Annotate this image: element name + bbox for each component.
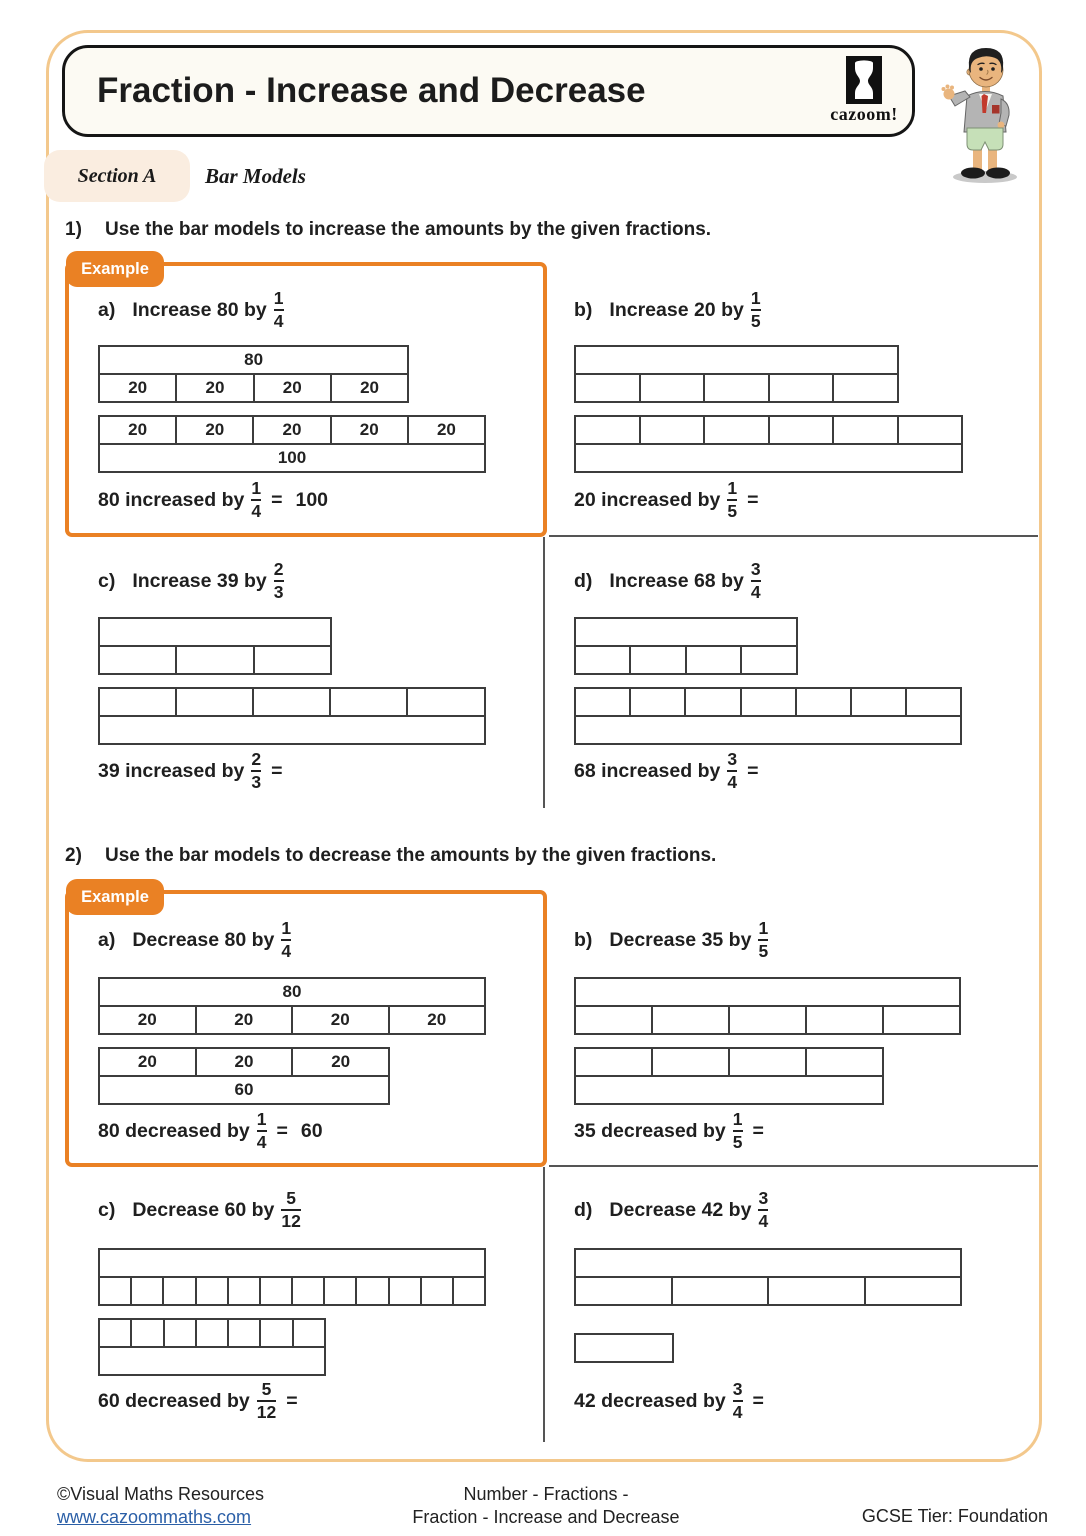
bar-model-cell: [195, 1320, 227, 1346]
bar-model-cells-row: [576, 1005, 959, 1033]
result-line: [98, 1108, 323, 1154]
fraction-denominator: 4: [758, 1210, 769, 1231]
bar-model-cell: [629, 689, 684, 715]
bar-model-cells-row: [576, 1335, 672, 1361]
bar-model-cells-row: [100, 689, 484, 715]
result-line: [98, 748, 295, 794]
bar-model: [574, 1333, 674, 1363]
result-prefix: 42 decreased by: [574, 1389, 726, 1412]
fraction-numerator: 1: [758, 917, 769, 938]
bar-model-cells-row: [576, 645, 796, 673]
bar-model: [98, 1047, 390, 1105]
bar-model: [574, 345, 899, 403]
bar-model: [98, 1248, 486, 1306]
fraction-denominator: 5: [758, 940, 769, 961]
section-label-chip: [44, 150, 190, 202]
bar-model-cell: [452, 1278, 484, 1304]
bar-model-cell: [832, 417, 897, 443]
fraction: [750, 558, 761, 602]
bar-model-whole: 80: [282, 982, 302, 1001]
bar-model-whole: [576, 715, 960, 743]
result-prefix: 80 decreased by: [98, 1119, 250, 1142]
fraction: [251, 477, 262, 521]
result-line: [574, 1108, 777, 1154]
fraction-denominator: 4: [256, 1131, 267, 1152]
question-2-number: 2): [65, 845, 82, 866]
bar-model-cell: [388, 1278, 420, 1304]
result-line: [98, 477, 328, 523]
result-prefix: 68 increased by: [574, 759, 721, 782]
bar-model-cell: [100, 647, 175, 673]
bar-model-cell: [882, 1007, 959, 1033]
bar-model-cell: 20: [195, 1049, 292, 1075]
bar-model-whole: [576, 619, 796, 645]
problem-letter: b): [574, 928, 593, 951]
bar-model-cell: [576, 1278, 671, 1304]
fraction: [727, 748, 738, 792]
bar-model-cell: [768, 375, 833, 401]
result-line: [574, 477, 771, 523]
bar-model-cell: [576, 1007, 651, 1033]
fraction: [281, 917, 292, 961]
bar-model-cells-row: [576, 689, 960, 715]
fraction-denominator: 4: [750, 581, 761, 602]
fraction-numerator: 3: [758, 1187, 769, 1208]
bar-model-cells-row: [576, 373, 897, 401]
bar-model-cell: 20: [128, 378, 148, 397]
equals-sign: =: [747, 759, 759, 782]
bar-model-cell: [740, 647, 795, 673]
bar-model-cell: 20: [175, 375, 252, 401]
problem-header: [98, 1187, 308, 1233]
fraction-denominator: 5: [727, 500, 738, 521]
problem-letter: a): [98, 298, 116, 321]
title-box: [62, 45, 915, 137]
fraction-denominator: 4: [273, 310, 284, 331]
question-1-prompt-row: [65, 219, 965, 241]
bar-model-cell: [850, 689, 905, 715]
bar-model-cell: [253, 647, 330, 673]
fraction-numerator: 3: [750, 558, 761, 579]
bar-model-cell: [329, 689, 406, 715]
result-line: [98, 1378, 311, 1424]
bar-model-cells-row: [576, 1276, 960, 1304]
fraction-denominator: 3: [273, 581, 284, 602]
mascot-illustration: [933, 44, 1033, 186]
bar-model-cell: [576, 647, 629, 673]
fraction: [758, 1187, 769, 1231]
bar-model-cell: [100, 689, 175, 715]
bar-model-cell: 20: [128, 420, 148, 439]
bar-model-cell: [130, 1320, 162, 1346]
fraction-numerator: 1: [750, 287, 761, 308]
bar-model-cell: [864, 1278, 961, 1304]
fraction: [273, 558, 284, 602]
footer-copyright: ©Visual Maths Resources: [57, 1484, 265, 1504]
bar-model-cell: [162, 1278, 194, 1304]
fraction-denominator: 4: [251, 500, 262, 521]
problem-letter: c): [98, 569, 116, 592]
footer-topic-line2: Fraction - Increase and Decrease: [412, 1507, 680, 1527]
bar-model-cell: [195, 1278, 227, 1304]
equals-sign: =: [286, 1389, 298, 1412]
bar-model-whole: 60: [100, 1075, 388, 1103]
problem-header: [574, 558, 768, 604]
fraction: [251, 748, 262, 792]
bar-model-cells-row: [100, 1276, 484, 1304]
bar-model-cell: [768, 417, 833, 443]
bar-model-cell: [100, 1320, 130, 1346]
bar-model-cell: [685, 647, 740, 673]
fraction-denominator: 5: [732, 1131, 743, 1152]
fraction-numerator: 1: [256, 1108, 267, 1129]
problem-header: [574, 1187, 775, 1233]
fraction: [758, 917, 769, 961]
bar-model-whole: [100, 619, 330, 645]
result-line: [574, 748, 771, 794]
bar-model-cell: [576, 689, 629, 715]
bar-model-cell: 20: [330, 375, 407, 401]
bar-model-cell: [227, 1278, 259, 1304]
footer-website-link[interactable]: www.cazoommaths.com: [57, 1507, 252, 1527]
problem-letter: d): [574, 569, 593, 592]
bar-model-cell: 20: [253, 375, 330, 401]
problem-letter: b): [574, 298, 593, 321]
fraction-numerator: 3: [727, 748, 738, 769]
problem-title: Increase 68 by: [609, 569, 744, 592]
fraction-numerator: 5: [286, 1187, 296, 1208]
bar-model-cell: [651, 1049, 728, 1075]
fraction-denominator: 4: [732, 1401, 743, 1422]
problem-letter: c): [98, 1198, 116, 1221]
bar-model-whole: [576, 347, 897, 373]
bar-model-cell: 20: [388, 1007, 485, 1033]
bar-model-cell: [905, 689, 960, 715]
cazoom-logo-text: cazoom!: [830, 104, 898, 124]
problem-title: Increase 80 by: [132, 298, 267, 321]
equals-sign: =: [747, 488, 759, 511]
problem-title: Increase 20 by: [609, 298, 744, 321]
bar-model-cell: [805, 1007, 882, 1033]
section-title: Bar Models: [205, 163, 306, 188]
equals-sign: =: [271, 759, 283, 782]
fraction-numerator: 1: [732, 1108, 743, 1129]
bar-model: [574, 687, 962, 745]
bar-model-cell: [832, 375, 897, 401]
bar-model-cells-row: [100, 417, 484, 443]
bar-model-whole: [576, 443, 961, 471]
fraction-numerator: 1: [727, 477, 738, 498]
fraction-numerator: 1: [251, 477, 262, 498]
bar-model-cell: [576, 1335, 672, 1361]
bar-model-cells-row: [100, 1049, 388, 1075]
fraction-numerator: 5: [261, 1378, 272, 1399]
bar-model-cell: [292, 1320, 324, 1346]
bar-model: [574, 977, 961, 1035]
problem-header: [98, 287, 291, 333]
example-tab-2: Example: [66, 879, 164, 915]
bar-model-whole: 80: [244, 350, 264, 369]
bar-model-cell: 20: [407, 417, 484, 443]
section-label: Section A: [77, 164, 157, 187]
fraction-denominator: 5: [750, 310, 761, 331]
bar-model-whole: [576, 1250, 960, 1276]
result-value: 100: [295, 488, 329, 511]
bar-model-whole: [576, 979, 959, 1005]
bar-model-cell: [259, 1278, 291, 1304]
bar-model: [98, 977, 486, 1035]
problem-letter: d): [574, 1198, 593, 1221]
result-value: 60: [300, 1119, 323, 1142]
bar-model-cell: [897, 417, 962, 443]
bar-model-cell: 20: [291, 1007, 388, 1033]
footer-left: [57, 1483, 264, 1529]
bar-model-cell: [323, 1278, 355, 1304]
bar-model: [98, 1318, 326, 1376]
result-prefix: 35 decreased by: [574, 1119, 726, 1142]
problem-header: [98, 917, 298, 963]
bar-model: [98, 687, 486, 745]
bar-model-cell: 20: [330, 417, 407, 443]
question-2-prompt-row: [65, 845, 965, 867]
problem-title: Decrease 42 by: [609, 1198, 752, 1221]
fraction-numerator: 2: [273, 558, 284, 579]
problem-header: [574, 287, 768, 333]
footer-tier: GCSE Tier: Foundation: [861, 1506, 1048, 1526]
bar-model-cell: [175, 647, 252, 673]
column-divider-vertical-1: [543, 537, 545, 808]
bar-model-cell: [728, 1049, 805, 1075]
fraction: [727, 477, 738, 521]
bar-model-cells-row: [100, 373, 407, 401]
bar-model: [98, 345, 409, 403]
result-prefix: 80 increased by: [98, 488, 245, 511]
example-tab-1: Example: [66, 251, 164, 287]
bar-model-cell: [175, 689, 252, 715]
bar-model-cell: [639, 375, 704, 401]
bar-model-cell: 20: [291, 1049, 388, 1075]
bar-model: [574, 415, 963, 473]
problem-header: [574, 917, 775, 963]
equals-sign: =: [752, 1389, 764, 1412]
bar-model-cell: [703, 375, 768, 401]
problem-header: [98, 558, 291, 604]
bar-model-whole: [100, 1346, 324, 1374]
fraction-denominator: 12: [281, 1210, 301, 1231]
bar-model-cell: 20: [137, 1010, 157, 1029]
footer-topic-line1: Number - Fractions -: [463, 1484, 629, 1504]
equals-sign: =: [752, 1119, 764, 1142]
column-divider-horizontal-1: [549, 535, 1038, 537]
cazoom-drum-icon: [846, 56, 882, 104]
bar-model-cell: [728, 1007, 805, 1033]
fraction: [273, 287, 284, 331]
fraction: [750, 287, 761, 331]
fraction: [732, 1378, 743, 1422]
bar-model-cell: [291, 1278, 323, 1304]
bar-model-cell: [420, 1278, 452, 1304]
bar-model-cell: [671, 1278, 768, 1304]
bar-model-cell: [740, 689, 795, 715]
question-2-prompt: Use the bar models to decrease the amounts by the given fractions.: [105, 845, 717, 866]
problem-letter: a): [98, 928, 116, 951]
result-prefix: 60 decreased by: [98, 1389, 250, 1412]
fraction: [256, 1378, 277, 1422]
equals-sign: =: [271, 488, 283, 511]
bar-model-cell: [805, 1049, 882, 1075]
fraction: [281, 1187, 301, 1231]
problem-title: Decrease 60 by: [132, 1198, 275, 1221]
fraction-denominator: 4: [281, 940, 292, 961]
bar-model-cell: [259, 1320, 291, 1346]
fraction-numerator: 2: [251, 748, 262, 769]
bar-model-whole: 100: [100, 443, 484, 471]
bar-model-whole: [100, 1250, 484, 1276]
question-1-prompt: Use the bar models to increase the amounts by the given fractions.: [105, 219, 712, 240]
bar-model-cells-row: [100, 1005, 484, 1033]
bar-model-cell: [576, 417, 639, 443]
bar-model-cell: [406, 689, 483, 715]
bar-model-cell: [703, 417, 768, 443]
fraction-numerator: 3: [732, 1378, 743, 1399]
bar-model-cell: 20: [252, 417, 329, 443]
question-1-number: 1): [65, 219, 82, 240]
fraction: [256, 1108, 267, 1152]
fraction-numerator: 1: [273, 287, 284, 308]
bar-model-cell: 20: [137, 1052, 157, 1071]
fraction-numerator: 1: [281, 917, 292, 938]
bar-model-cell: [795, 689, 850, 715]
bar-model-cell: [355, 1278, 387, 1304]
bar-model: [98, 415, 486, 473]
equals-sign: =: [276, 1119, 288, 1142]
bar-model-cell: [684, 689, 739, 715]
fraction-denominator: 4: [727, 771, 738, 792]
bar-model-cell: [651, 1007, 728, 1033]
problem-title: Increase 39 by: [132, 569, 267, 592]
bar-model-cell: [227, 1320, 259, 1346]
bar-model: [574, 1248, 962, 1306]
bar-model: [98, 617, 332, 675]
bar-model-cells-row: [576, 1049, 882, 1075]
bar-model-cell: [130, 1278, 162, 1304]
fraction: [732, 1108, 743, 1152]
bar-model-cell: [252, 689, 329, 715]
result-prefix: 39 increased by: [98, 759, 245, 782]
bar-model-cell: [639, 417, 704, 443]
bar-model-cell: 20: [175, 417, 252, 443]
bar-model-cell: [100, 1278, 130, 1304]
fraction-denominator: 12: [256, 1401, 277, 1422]
bar-model-cell: [576, 375, 639, 401]
problem-title: Decrease 80 by: [132, 928, 275, 951]
bar-model-whole: [576, 1075, 882, 1103]
result-line: [574, 1378, 777, 1424]
bar-model-cell: [629, 647, 684, 673]
bar-model-cells-row: [576, 417, 961, 443]
bar-model: [574, 1047, 884, 1105]
cazoom-logo: [822, 56, 906, 125]
bar-model-cells-row: [100, 1320, 324, 1346]
footer-center: [343, 1483, 749, 1529]
bar-model-cell: 20: [195, 1007, 292, 1033]
bar-model-cell: [163, 1320, 195, 1346]
bar-model-cell: [767, 1278, 864, 1304]
page-title: Fraction - Increase and Decrease: [97, 71, 646, 110]
fraction-denominator: 3: [251, 771, 262, 792]
column-divider-vertical-2: [543, 1167, 545, 1442]
result-prefix: 20 increased by: [574, 488, 721, 511]
problem-title: Decrease 35 by: [609, 928, 752, 951]
bar-model-whole: [100, 715, 484, 743]
bar-model-cells-row: [100, 645, 330, 673]
column-divider-horizontal-2: [549, 1165, 1038, 1167]
bar-model-cell: [576, 1049, 651, 1075]
bar-model: [574, 617, 798, 675]
